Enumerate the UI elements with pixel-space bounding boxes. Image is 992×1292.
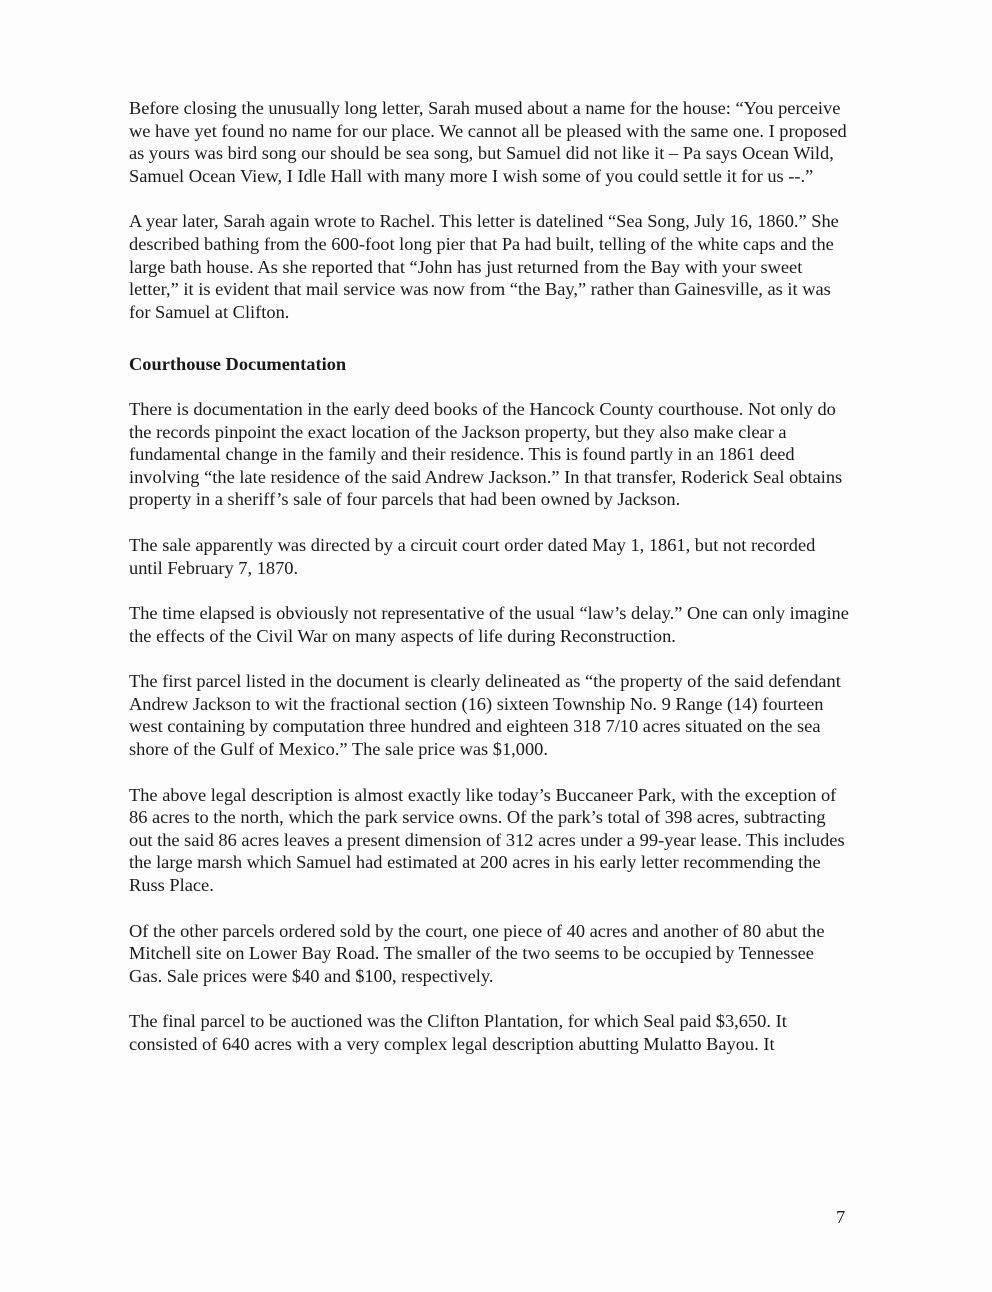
section-heading: Courthouse Documentation — [129, 354, 347, 375]
paragraph-laws-delay: The time elapsed is obviously not representative of the usual “law’s delay.” One can only imagine the effects of the Civil War on many aspects of life during Reconstruction. — [129, 603, 849, 646]
page-number: 7 — [836, 1207, 846, 1227]
paragraph-court-order: The sale apparently was directed by a circuit court order dated May 1, 1861, but not recorded until February 7, 1870. — [129, 534, 816, 578]
paragraph-buccaneer-park: The above legal description is almost exactly like today’s Buccaneer Park, with the exception of 86 acres to the north, which the park service owns. Of the park’s total of 398 acres, subtracting out the said 86 acres leaves a present dimension of 312 acres under a 99-year lease. This includes the large marsh which Samuel had estimated at 200 acres in his early letter recommending the Russ Place. — [129, 784, 845, 896]
paragraph-deed-books: There is documentation in the early deed books of the Hancock County courthouse. Not only do the records pinpoint the exact location of the Jackson property, but they also make clear a fundamental change in the family and their residence. This is found partly in an 1861 deed involving “the late residence of the said Andrew Jackson.” In that transfer, Roderick Seal obtains property in a sheriff’s sale of four parcels that had been owned by Jackson. — [129, 398, 843, 510]
paragraph-name-for-house: Before closing the unusually long letter, Sarah mused about a name for the house: “You perceive we have yet found no name for our place. We cannot all be pleased with the same one. I proposed as yours was bird song our should be sea song, but Samuel did not like it – Pa says Ocean Wild, Samuel Ocean View, I Idle Hall with many more I wish some of you could settle it for us --.” — [129, 98, 847, 186]
paragraph-other-parcels: Of the other parcels ordered sold by the court, one piece of 40 acres and another of 80 abut the Mitchell site on Lower Bay Road. The smaller of the two seems to be occupied by Tennessee Gas. Sale prices were $40 and $100, respectively. — [129, 920, 825, 986]
document-body — [129, 97, 851, 1079]
paragraph-clifton-plantation: The final parcel to be auctioned was the Clifton Plantation, for which Seal paid $3,650. It consisted of 640 acres with a very complex legal description abutting Mulatto Bayou. It — [129, 1011, 787, 1054]
paragraph-sea-song-letter: A year later, Sarah again wrote to Rachel. This letter is datelined “Sea Song, July 16, 1860.” She described bathing from the 600-foot long pier that Pa had built, telling of the white caps and the large bath house. As she reported that “John has just returned from the Bay with your sweet letter,” it is evident that mail service was now from “the Bay,” rather than Gainesville, as it was for Samuel at Clifton. — [129, 211, 839, 322]
paragraph-first-parcel: The first parcel listed in the document is clearly delineated as “the property of the said defendant Andrew Jackson to wit the fractional section (16) sixteen Township No. 9 Range (14) fourteen west containing by computation three hundred and eighteen 318 7/10 acres situated on the sea shore of the Gulf of Mexico.” The sale price was $1,000. — [129, 671, 841, 760]
